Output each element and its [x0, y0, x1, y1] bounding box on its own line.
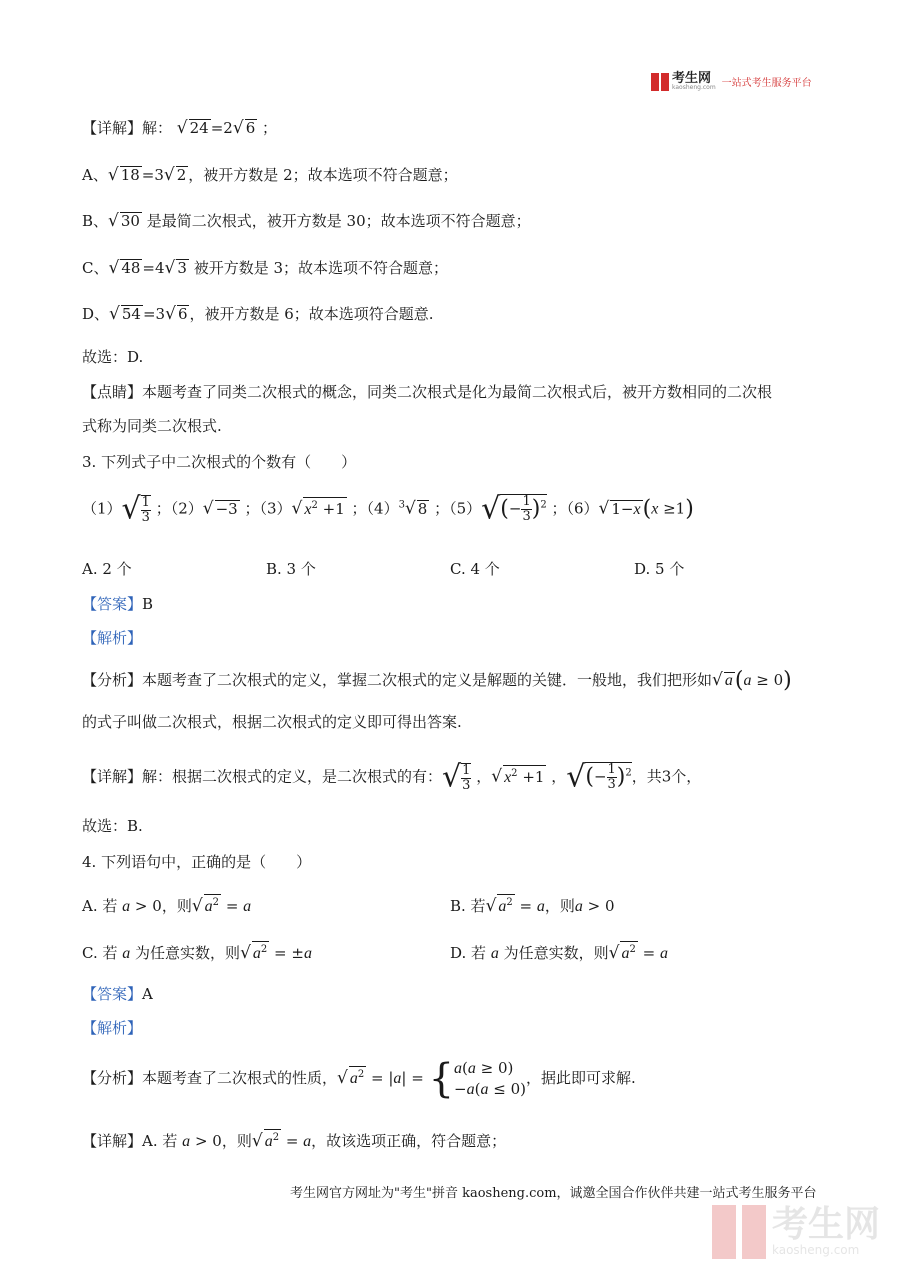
q2-detail-expr: =2: [210, 119, 233, 137]
kaosheng-watermark-icon: [712, 1205, 766, 1259]
q4-analysis-label: 【解析】: [82, 1019, 143, 1037]
q2-option-a-text: ，被开方数是 2；故本选项不符合题意；: [188, 166, 458, 184]
q2-option-b-line: B、√ 30 是最简二次根式，被开方数是 30；故本选项不符合题意；: [82, 211, 531, 231]
kaosheng-logo-icon: [651, 73, 669, 91]
q3-choice: 故选：B.: [82, 817, 143, 835]
q4-answer-line: [82, 984, 153, 1004]
logo-slogan: 一站式考生服务平台: [721, 78, 812, 89]
q3-fenxi-line1: 【分析】本题考查了二次根式的定义，掌握二次根式的定义是解题的关键．一般地，我们把形如√ a(a ≥ 0): [82, 668, 792, 693]
q3-option-a: A. 2 个: [82, 560, 132, 578]
q3-fenxi-line2: 的式子叫做二次根式，根据二次根式的定义即可得出答案.: [82, 713, 462, 731]
q3-option-c: C. 4 个: [450, 560, 500, 578]
q4-stem: 4. 下列语句中，正确的是（ ）: [82, 853, 312, 871]
q3-answer: B: [142, 595, 154, 613]
q2-tip-line2: 式称为同类二次根式.: [82, 417, 222, 435]
q3-option-d: D. 5 个: [634, 560, 685, 578]
q4-option-c: C. 若 a 为任意实数，则√ $a^2 = \pm a$: [82, 943, 312, 963]
q2-detail-line: 【详解】解： √ 24 =2√ 6 ；: [82, 118, 278, 138]
q2-option-d-line: D、√ 54 =3√ 6 ，被开方数是 6；故本选项符合题意.: [82, 304, 434, 324]
header-logo: [651, 72, 812, 91]
q4-option-d: D. 若 a 为任意实数，则√ $a^2 = a$: [450, 943, 668, 963]
page-footer: 考生网官方网址为"考生"拼音 kaosheng.com，诚邀全国合作伙伴共建一站式考生服务平台: [290, 1186, 817, 1201]
q4-detail-line: 【详解】A. 若 a > 0，则√ $a^2 = a$，故该选项正确，符合题意；: [82, 1131, 507, 1151]
q4-fenxi-line: 【分析】本题考查了二次根式的性质，√ $a^2 = |a|$ = { a(a ≥ 0) −a(a ≤ 0) ，据此即可求解.: [82, 1056, 636, 1102]
logo-name: 考生网: [672, 71, 712, 86]
q4-answer: A: [142, 985, 153, 1003]
q3-option-b: B. 3 个: [266, 560, 316, 578]
q2-detail-label: 【详解】解：: [82, 119, 173, 137]
q2-option-c-text: 被开方数是 3；故本选项不符合题意；: [193, 259, 449, 277]
watermark: [712, 1205, 880, 1259]
q2-tip-line1: 【点睛】本题考查了同类二次根式的概念，同类二次根式是化为最简二次根式后，被开方数相同的二次根: [82, 383, 773, 401]
q2-option-c-line: C、√ 48 =4√ 3 被开方数是 3；故本选项不符合题意；: [82, 258, 449, 278]
q2-option-d-text: ，被开方数是 6；故本选项符合题意.: [189, 305, 434, 323]
watermark-domain: kaosheng.com: [772, 1243, 860, 1257]
q3-analysis-label: 【解析】: [82, 629, 143, 647]
q3-expressions: （1）√ $\frac{1}{3}$ ；（2）√ −3 ；（3）√ $x^2 +1$ ；$(4)^3√$ 8 ；（5）√(− $\frac{1}{3}$ )$^2$ ；（6）√ 1−x(x ≥1): [82, 491, 694, 527]
q2-option-a-line: A、√ 18 =3√ 2 ，被开方数是 2；故本选项不符合题意；: [82, 165, 458, 185]
q3-detail-tail: ，共3个，: [631, 767, 702, 786]
q3-answer-line: [82, 594, 153, 614]
q4-option-a: A. 若 a > 0，则√ $a^2 = a$: [82, 896, 252, 916]
q3-detail-line: 【详解】解：根据二次根式的定义，是二次根式的有：√ $\frac{1}{3}$ ，√ $x^2 +1$ ，√(− $\frac{1}{3}$ )$^2$，共3个，: [82, 759, 702, 795]
q3-stem: 3. 下列式子中二次根式的个数有（ ）: [82, 453, 357, 471]
q3-answer-label: 【答案】: [82, 595, 143, 613]
watermark-text: 考生网: [772, 1204, 881, 1245]
q4-answer-label: 【答案】: [82, 985, 143, 1003]
q4-option-b: B. 若√ $a^2 = a$，则a > 0: [450, 896, 615, 916]
logo-domain: kaosheng.com: [672, 84, 716, 91]
q2-choice: 故选：D.: [82, 348, 144, 366]
q2-tip-label: 【点睛】: [82, 383, 143, 401]
q2-option-b-text: 是最简二次根式，被开方数是 30；故本选项不符合题意；: [146, 212, 531, 230]
